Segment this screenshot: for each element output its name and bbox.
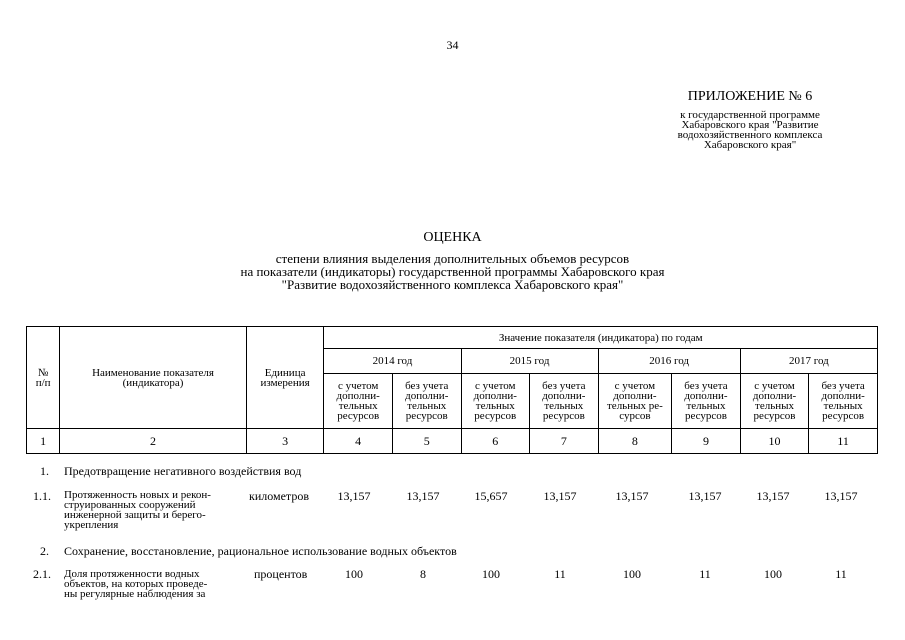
appendix-subtitle [640,110,860,150]
column-number: 5 [392,429,461,454]
header-text: ресурсов [542,410,585,422]
value-cell: 13,157 [615,489,649,503]
subtitle-line: "Развитие водохозяйственного комплекса Хабаровского края" [281,277,624,292]
value-cell: 100 [345,567,363,581]
indicator-name-line: укрепления [64,519,119,531]
column-number: 11 [809,429,878,454]
value-cell: 100 [623,567,641,581]
header-text: Наименование показателя [92,366,214,379]
column-number: 3 [246,429,324,454]
header-text: тельных ре- [607,400,663,412]
page-number: 34 [446,38,459,52]
header-text: с учетом [754,380,795,392]
header-indicator-name [60,327,247,429]
header-with-resources [598,374,672,429]
appendix-line: Хабаровского края" [703,139,797,151]
value-cell: 13,157 [824,489,858,503]
section-number: 1. [40,464,49,478]
header-without-resources [530,374,599,429]
header-year: 2017 год [740,349,877,374]
document-title: ОЦЕНКА [423,230,482,245]
column-number: 10 [740,429,809,454]
value-cell: 13,157 [756,489,790,503]
header-text: без учета [821,380,865,392]
column-number: 6 [461,429,530,454]
header-text: (индикатора) [122,376,184,389]
header-text: измерения [260,376,310,389]
indicator-name [64,569,207,599]
header-text: тельных [475,400,515,412]
column-number: 4 [324,429,393,454]
appendix-line: Хабаровского края "Развитие [681,119,819,131]
indicator-name [64,490,211,530]
header-text: ресурсов [822,410,865,422]
header-text: ресурсов [684,410,727,422]
section-number: 2. [40,544,49,558]
header-text: дополни- [405,390,449,402]
header-text: ресурсов [753,410,796,422]
header-text: с учетом [337,380,379,392]
value-cell: 15,657 [474,489,508,503]
section-title: Сохранение, восстановление, рациональное использование водных объектов [64,544,457,558]
header-text: дополни- [684,390,728,402]
indicator-name-line: объектов, на которых проведе- [64,578,208,590]
header-text: дополни- [542,390,586,402]
header-year: 2015 год [461,349,598,374]
header-text: без учета [542,380,586,392]
value-cell: 11 [699,567,711,581]
section-title: Предотвращение негативного воздействия вод [64,464,302,478]
header-text: тельных [823,400,863,412]
subtitle-line: степени влияния выделения дополнительных объемов ресурсов [275,251,630,266]
column-number: 8 [598,429,672,454]
header-text: с учетом [614,380,656,392]
value-cell: 13,157 [337,489,371,503]
header-text: № [37,366,49,379]
header-with-resources [740,374,809,429]
row-number: 1.1. [33,489,51,503]
value-cell: 100 [482,567,500,581]
header-without-resources [809,374,878,429]
indicator-name-line: инженерной защиты и берего- [64,509,206,521]
header-text: дополни- [473,390,517,402]
header-text: дополни- [752,390,797,402]
header-text: дополни- [336,390,380,402]
header-number [27,327,60,429]
header-text: с учетом [475,380,516,392]
value-cell: 11 [835,567,847,581]
header-text: тельных [544,400,584,412]
header-unit [246,327,324,429]
header-text: ресурсов [337,410,380,422]
indicator-name-line: ны регулярные наблюдения за [64,588,206,600]
header-with-resources [324,374,393,429]
header-year: 2016 год [598,349,740,374]
header-year: 2014 год [324,349,461,374]
column-number: 7 [530,429,599,454]
header-text: тельных [338,400,378,412]
header-without-resources [672,374,741,429]
column-number: 1 [27,429,60,454]
header-text: без учета [684,380,728,392]
header-text: без учета [405,380,449,392]
header-text: тельных [755,400,794,412]
indicator-name-line: Протяженность новых и рекон- [64,489,211,501]
header-values: Значение показателя (индикатора) по годам [324,327,878,349]
header-with-resources [461,374,530,429]
appendix-line: к государственной программе [680,109,820,121]
header-text: ресурсов [405,410,448,422]
indicator-table-header [26,326,878,454]
column-number: 2 [60,429,247,454]
header-text: п/п [35,376,51,389]
header-text: Единица [264,366,306,379]
header-text: дополни- [613,390,657,402]
header-text: тельных [686,400,726,412]
header-without-resources [392,374,461,429]
value-cell: 11 [554,567,566,581]
header-text: ресурсов [474,410,517,422]
column-numbers-row [27,429,878,454]
indicator-name-line: Доля протяженности водных [64,568,200,580]
value-cell: 100 [764,567,782,581]
value-cell: 13,157 [406,489,440,503]
row-number: 2.1. [33,567,51,581]
value-cell: 13,157 [543,489,577,503]
value-cell: 13,157 [688,489,722,503]
unit-cell: процентов [254,567,308,581]
header-text: сурсов [619,410,651,422]
unit-cell: километров [249,489,309,503]
value-cell: 8 [420,567,426,581]
subtitle-line: на показатели (индикаторы) государственной программы Хабаровского края [240,264,665,279]
document-subtitle [0,252,905,291]
appendix-title: ПРИЛОЖЕНИЕ № 6 [687,89,813,104]
column-number: 9 [672,429,741,454]
header-text: дополни- [821,390,865,402]
indicator-name-line: струированных сооружений [64,499,196,511]
header-text: тельных [407,400,447,412]
appendix-line: водохозяйственного комплекса [677,129,823,141]
